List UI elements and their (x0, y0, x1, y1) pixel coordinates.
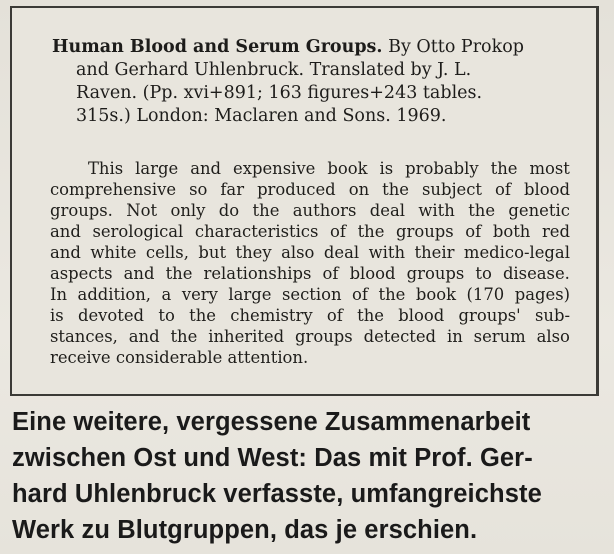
review-line: groups. Not only do the authors deal with the genetic (50, 201, 570, 220)
review-line: and white cells, but they also deal with their medico-legal (50, 243, 570, 262)
review-line: receive considerable attention. (50, 348, 309, 367)
caption-line: Eine weitere, vergessene Zusammenarbeit (12, 408, 531, 436)
review-line: stances, and the inherited groups detected in serum also (50, 327, 570, 346)
review-line: comprehensive so far produced on the subject of blood (50, 180, 570, 199)
book-citation (52, 36, 572, 128)
book-title: Human Blood and Serum Groups. (52, 37, 383, 57)
citation-authors-start: By Otto Prokop (388, 37, 524, 57)
review-line: In addition, a very large section of the book (170 pages) (50, 285, 570, 304)
review-line: aspects and the relationships of blood groups to disease. (50, 264, 570, 283)
citation-line-3: Raven. (Pp. xvi+891; 163 figures+243 tables. (76, 83, 483, 103)
review-line: and serological characteristics of the groups of both red (50, 222, 570, 241)
review-line: This large and expensive book is probably the most (88, 159, 570, 178)
review-body (50, 158, 570, 368)
german-caption (12, 404, 604, 548)
caption-line: Werk zu Blutgruppen, das je erschien. (12, 516, 478, 544)
review-line: is devoted to the chemistry of the blood groups' sub- (50, 306, 570, 325)
caption-line: hard Uhlenbruck verfasste, umfangreichste (12, 480, 542, 508)
citation-line-2: and Gerhard Uhlenbruck. Translated by J. L. (76, 60, 472, 80)
citation-line-1 (52, 36, 572, 59)
citation-line-4: 315s.) London: Maclaren and Sons. 1969. (76, 106, 447, 126)
caption-line: zwischen Ost und West: Das mit Prof. Ger- (12, 444, 533, 472)
